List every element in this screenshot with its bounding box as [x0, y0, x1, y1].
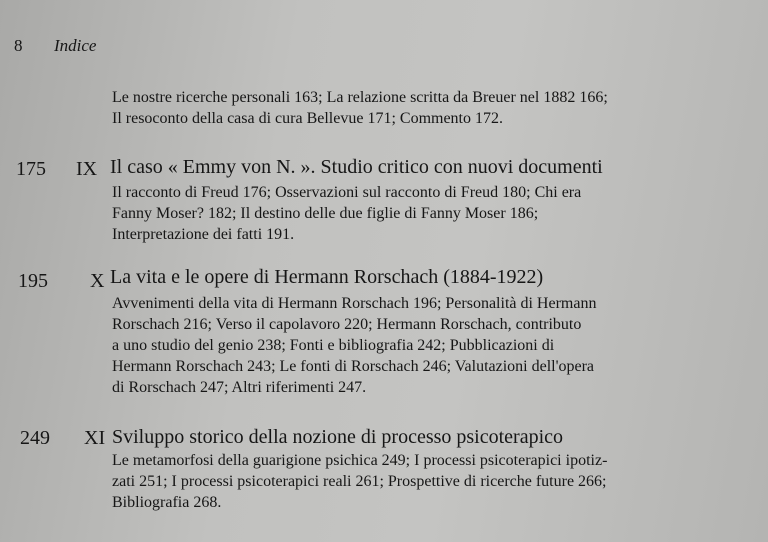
page-header: [14, 36, 96, 56]
entry-line: Rorschach 216; Verso il capolavoro 220; Hermann Rorschach, contributo: [112, 316, 582, 333]
chapter-title: La vita e le opere di Hermann Rorschach (1884-1922): [110, 266, 544, 288]
chapter-title: Sviluppo storico della nozione di processo psicoterapico: [112, 426, 564, 448]
chapter-entries: [112, 182, 581, 245]
entry-line: Fanny Moser? 182; Il destino delle due figlie di Fanny Moser 186;: [112, 205, 539, 222]
chapter-roman-numeral: XI: [84, 427, 106, 449]
continuation-entries: [112, 87, 608, 129]
chapter-roman-numeral: IX: [76, 158, 98, 180]
chapter-page-number: 175: [16, 158, 46, 180]
entry-line: Bibliografia 268.: [112, 494, 222, 511]
chapter-roman-numeral: X: [90, 270, 105, 292]
entry-line: Il resoconto della casa di cura Bellevue 171; Commento 172.: [112, 110, 503, 127]
chapter-title: Il caso « Emmy von N. ». Studio critico con nuovi documenti: [110, 156, 603, 178]
entry-line: Le metamorfosi della guarigione psichica 249; I processi psicoterapici ipotiz-: [112, 452, 608, 469]
chapter-entries: [112, 293, 596, 398]
page-number: 8: [14, 36, 23, 55]
entry-line: Avvenimenti della vita di Hermann Rorschach 196; Personalità di Hermann: [112, 295, 597, 312]
chapter-entries: [112, 450, 607, 513]
entry-line: Interpretazione dei fatti 191.: [112, 226, 295, 243]
entry-line: Il racconto di Freud 176; Osservazioni sul racconto di Freud 180; Chi era: [112, 184, 582, 201]
entry-line: di Rorschach 247; Altri riferimenti 247.: [112, 379, 367, 396]
page-title: Indice: [54, 36, 97, 55]
entry-line: zati 251; I processi psicoterapici reali 261; Prospettive di ricerche future 266;: [112, 473, 607, 490]
entry-line: Le nostre ricerche personali 163; La relazione scritta da Breuer nel 1882 166;: [112, 89, 608, 106]
chapter-page-number: 249: [20, 427, 50, 449]
entry-line: Hermann Rorschach 243; Le fonti di Rorschach 246; Valutazioni dell'opera: [112, 358, 595, 375]
chapter-page-number: 195: [18, 270, 48, 292]
entry-line: a uno studio del genio 238; Fonti e bibliografia 242; Pubblicazioni di: [112, 337, 555, 354]
